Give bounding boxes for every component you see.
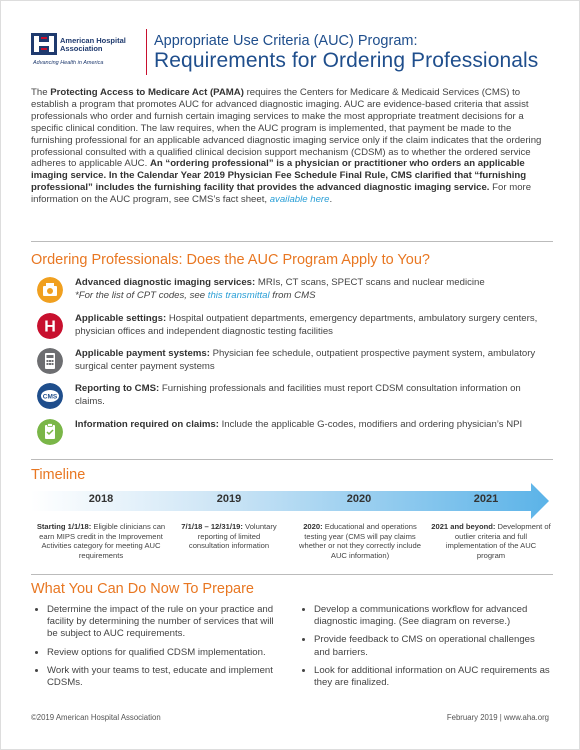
svg-text:H: H	[44, 318, 56, 336]
timeline-year-2018: 2018	[88, 493, 114, 505]
timeline-entry-text: Eligible clinicians can earn MIPS credit in the Improvement Activities category for meeting AUC requirements	[39, 522, 166, 560]
imaging-note: *For the list of CPT codes, see	[75, 289, 208, 301]
available-here-link[interactable]: available here	[269, 194, 330, 206]
header	[31, 29, 561, 77]
payment-label: Applicable payment systems:	[75, 348, 210, 359]
timeline-entry-bold: 2021 and beyond:	[431, 522, 496, 531]
prepare-heading: What You Can Do Now To Prepare	[31, 581, 255, 597]
timeline-year-2019: 2019	[216, 493, 242, 505]
settings-text: Hospital outpatient departments, emergency departments, ambulatory surgery centers, physician offices and independent diagnostic testing facilities	[75, 313, 538, 337]
intro-bold-pama: Protecting Access to Medicare Act (PAMA)	[50, 87, 244, 98]
divider-2	[31, 459, 553, 460]
ordering-item-text	[75, 348, 550, 373]
timeline-entry-2018	[31, 522, 171, 560]
intro-text-2: requires the Centers for Medicare & Medicaid Services (CMS) to establish a program that promotes AUC for advanced diagnostic imaging. AUC are evidence-based criteria that assist professionals who order and furnish certain imaging services to make the most appropriate treatment decisions for a specific clinical condition. The law requires, when the AUC program is implemented, that payment be made to the furnishing professional for an applicable advanced diagnostic imaging service only if the claim indicates that the ordering professional consulted with a qualified clinical decision support mechanism (CDSM) as to whether the ordered service adheres to applicable AUC.	[31, 87, 542, 170]
ordering-item-settings	[31, 313, 553, 347]
logo-tagline: Advancing Health in America	[33, 60, 104, 66]
list-item: • Work with your teams to test, educate and implement CDSMs.	[47, 665, 281, 689]
prepare-list-right	[298, 604, 553, 695]
claims-text: Include the applicable G-codes, modifiers and ordering physician’s NPI	[218, 419, 523, 430]
reporting-label: Reporting to CMS:	[75, 383, 160, 394]
imaging-text: MRIs, CT scans, SPECT scans and nuclear medicine	[255, 277, 485, 288]
ordering-item-reporting	[31, 383, 553, 417]
intro-bold-definition: An “ordering professional” is a physician or practitioner who orders an applicable imaging service. In the Calendar Year 2019 Physician Fee Schedule Final Rule, CMS clarified that “furnishing professional” includes the furnishing facility that provides the advanced diagnostic imaging service.	[31, 158, 527, 194]
timeline-entry-text: Educational and operations testing year (CMS will pay claims whether or not they correctly include AUC information)	[299, 522, 421, 560]
logo-name: American Hospital Association	[60, 36, 126, 53]
timeline-entry-bold: 2020:	[303, 522, 323, 531]
cms-icon-text: CMS	[42, 393, 58, 401]
timeline-year-2020: 2020	[346, 493, 372, 505]
list-item: • Look for additional information on AUC requirements as they are finalized.	[314, 665, 553, 689]
timeline-entry-text: Voluntary reporting of limited consultation information	[188, 522, 277, 551]
list-item: • Review options for qualified CDSM implementation.	[47, 647, 281, 659]
timeline-entry-text: Development of outlier criteria and full implementation of the AUC program	[445, 522, 551, 560]
timeline-year-2021: 2021	[473, 493, 499, 505]
calculator-icon	[37, 348, 63, 374]
imaging-label: Advanced diagnostic imaging services:	[75, 277, 256, 288]
page-title: Requirements for Ordering Professionals	[154, 49, 539, 72]
ordering-item-text	[75, 383, 550, 408]
header-divider	[146, 29, 147, 75]
intro-text-1: The	[31, 87, 51, 98]
intro-text-3: For more information on the AUC program, see CMS’s fact sheet,	[31, 182, 532, 206]
payment-text: Physician fee schedule, outpatient prospective payment system, ambulatory surgical center payment systems	[75, 348, 536, 372]
list-item: • Provide feedback to CMS on operational challenges and barriers.	[314, 634, 553, 658]
prepare-list-left	[31, 604, 281, 695]
page-subtitle: Appropriate Use Criteria (AUC) Program:	[154, 33, 418, 49]
ordering-heading: Ordering Professionals: Does the AUC Program Apply to You?	[31, 252, 430, 268]
imaging-note-end: from CMS	[269, 289, 316, 301]
transmittal-link[interactable]: this transmittal	[207, 289, 270, 301]
ordering-item-payment	[31, 348, 553, 382]
ordering-item-imaging	[31, 277, 553, 311]
ordering-item-text	[75, 277, 550, 302]
ordering-item-text	[75, 419, 550, 432]
aha-logo	[31, 33, 136, 69]
reporting-text: Furnishing professionals and facilities must report CDSM consultation information on claims.	[75, 383, 521, 407]
list-item: • Develop a communications workflow for advanced diagnostic imaging. (See diagram on reverse.)	[314, 604, 553, 628]
timeline-entry-bold: Starting 1/1/18:	[36, 522, 92, 531]
settings-label: Applicable settings:	[75, 313, 167, 324]
timeline-entry-2020	[291, 522, 429, 560]
timeline-heading: Timeline	[31, 467, 86, 483]
cms-icon	[37, 383, 63, 409]
intro-end: .	[329, 194, 333, 206]
divider-3	[31, 574, 553, 575]
footer-copyright: ©2019 American Hospital Association	[31, 713, 161, 722]
ordering-item-claims	[31, 419, 553, 453]
hospital-icon	[37, 313, 63, 339]
timeline-entry-bold: 7/1/18 – 12/31/19:	[181, 522, 243, 531]
aha-logo-icon	[31, 33, 57, 55]
ordering-item-text	[75, 313, 550, 338]
timeline-entry-2021	[431, 522, 551, 560]
intro-paragraph	[31, 87, 553, 206]
divider-1	[31, 241, 553, 242]
footer-date-url: February 2019 | www.aha.org	[446, 713, 549, 722]
timeline-entry-2019	[179, 522, 279, 551]
clipboard-icon	[37, 419, 63, 445]
imaging-icon	[37, 277, 63, 303]
claims-label: Information required on claims:	[75, 419, 219, 430]
list-item: • Determine the impact of the rule on your practice and facility by determining the number of services that will be subject to AUC requirements.	[47, 604, 281, 641]
